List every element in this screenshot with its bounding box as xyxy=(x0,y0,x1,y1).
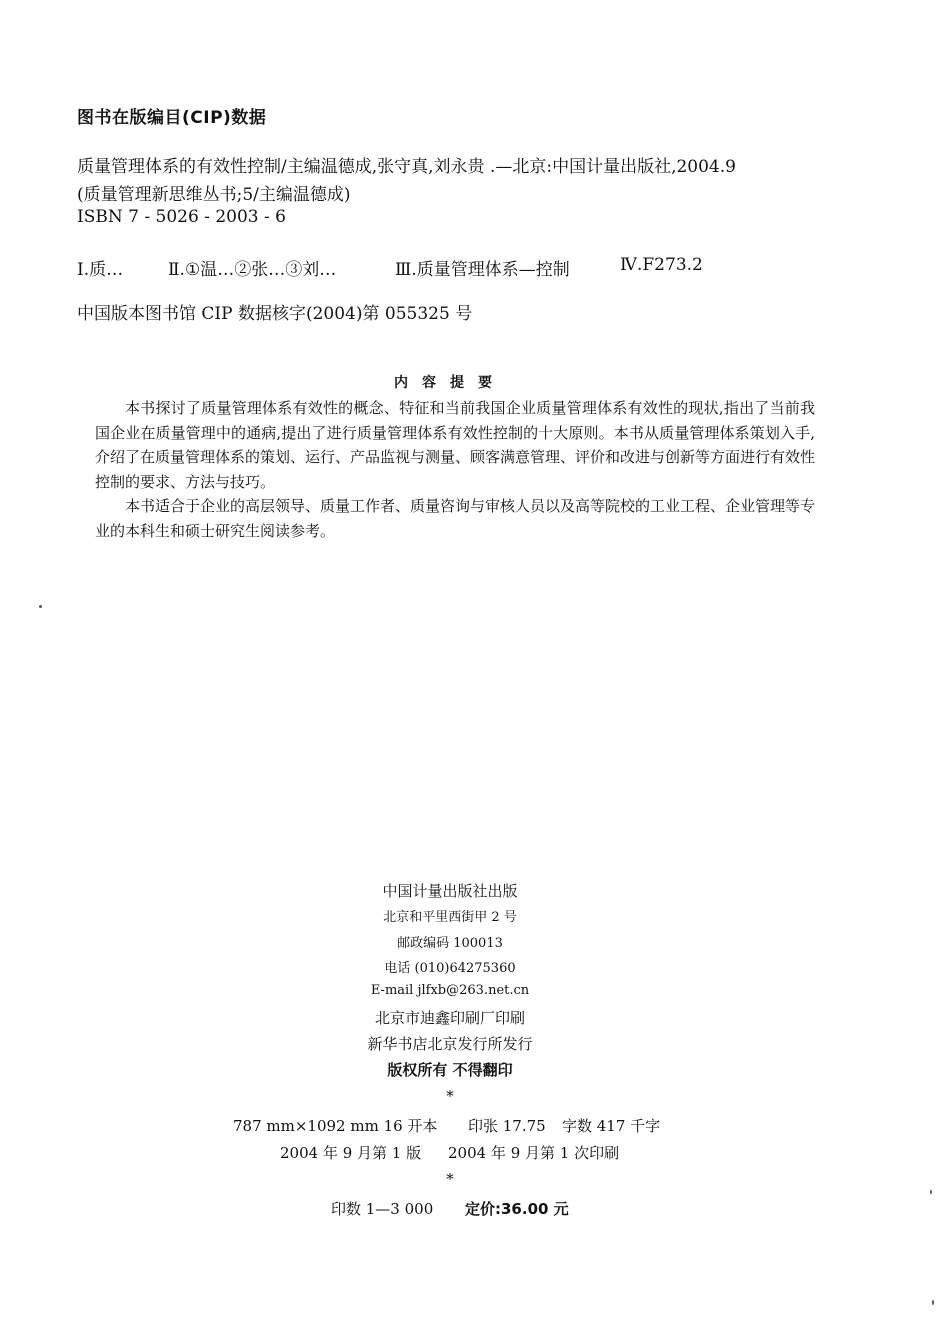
publisher: 中国计量出版社出版 xyxy=(382,882,518,900)
distributor: 新华书店北京发行所发行 xyxy=(367,1035,533,1053)
cip-isbn: ISBN 7 - 5026 - 2003 - 6 xyxy=(77,207,286,227)
classification-3: Ⅲ.质量管理体系—控制 xyxy=(395,260,570,280)
summary-title: 内容提要 xyxy=(394,375,506,391)
scan-speck xyxy=(932,1300,934,1305)
book-format: 787 mm×1092 mm 16 开本 xyxy=(233,1117,438,1135)
cip-heading: 图书在版编目(CIP)数据 xyxy=(77,108,267,128)
rights-notice: 版权所有 不得翻印 xyxy=(387,1061,513,1079)
cip-bibliographic-line: 质量管理体系的有效性控制/主编温德成,张守真,刘永贵 .—北京:中国计量出版社,2004.9 xyxy=(77,157,736,177)
summary-text-2: 本书适合于企业的高层领导、质量工作者、质量咨询与审核人员以及高等院校的工业工程、企业管理等专业的本科生和硕士研究生阅读参考。 xyxy=(95,497,816,540)
classification-4: Ⅳ.F273.2 xyxy=(620,255,703,275)
scan-speck xyxy=(930,1190,932,1194)
print-run: 印数 1—3 000 xyxy=(331,1200,434,1218)
printing: 2004 年 9 月第 1 次印刷 xyxy=(448,1144,620,1162)
publisher-address: 北京和平里西街甲 2 号 xyxy=(383,910,517,925)
cip-record-number: 中国版本图书馆 CIP 数据核字(2004)第 055325 号 xyxy=(77,304,473,324)
price: 定价:36.00 元 xyxy=(465,1200,569,1218)
separator-star-1: * xyxy=(446,1087,454,1105)
summary-paragraph-1 xyxy=(95,396,815,494)
classification-1: Ⅰ.质… xyxy=(77,260,124,280)
postcode: 邮政编码 100013 xyxy=(397,936,503,951)
phone: 电话 (010)64275360 xyxy=(384,961,516,976)
word-count: 字数 417 千字 xyxy=(562,1117,661,1135)
scan-speck xyxy=(39,605,42,608)
printed-sheets: 印张 17.75 xyxy=(468,1117,546,1135)
printer: 北京市迪鑫印刷厂印刷 xyxy=(374,1009,525,1027)
separator-star-2: * xyxy=(446,1170,454,1188)
edition: 2004 年 9 月第 1 版 xyxy=(280,1144,422,1162)
cip-series-line: (质量管理新思维丛书;5/主编温德成) xyxy=(77,185,351,205)
classification-2: Ⅱ.①温…②张…③刘… xyxy=(168,260,337,280)
summary-paragraph-2 xyxy=(95,494,815,543)
email: E-mail jlfxb@263.net.cn xyxy=(370,983,530,998)
summary-text-1: 本书探讨了质量管理体系有效性的概念、特征和当前我国企业质量管理体系有效性的现状,指出了当前我国企业在质量管理中的通病,提出了进行质量管理体系有效性控制的十大原则。本书从质量管理体系策划入手,介绍了在质量管理体系的策划、运行、产品监视与测量、顾客满意管理、评价和改进与创新等方面进行有效性控制的要求、方法与技巧。 xyxy=(95,399,816,491)
